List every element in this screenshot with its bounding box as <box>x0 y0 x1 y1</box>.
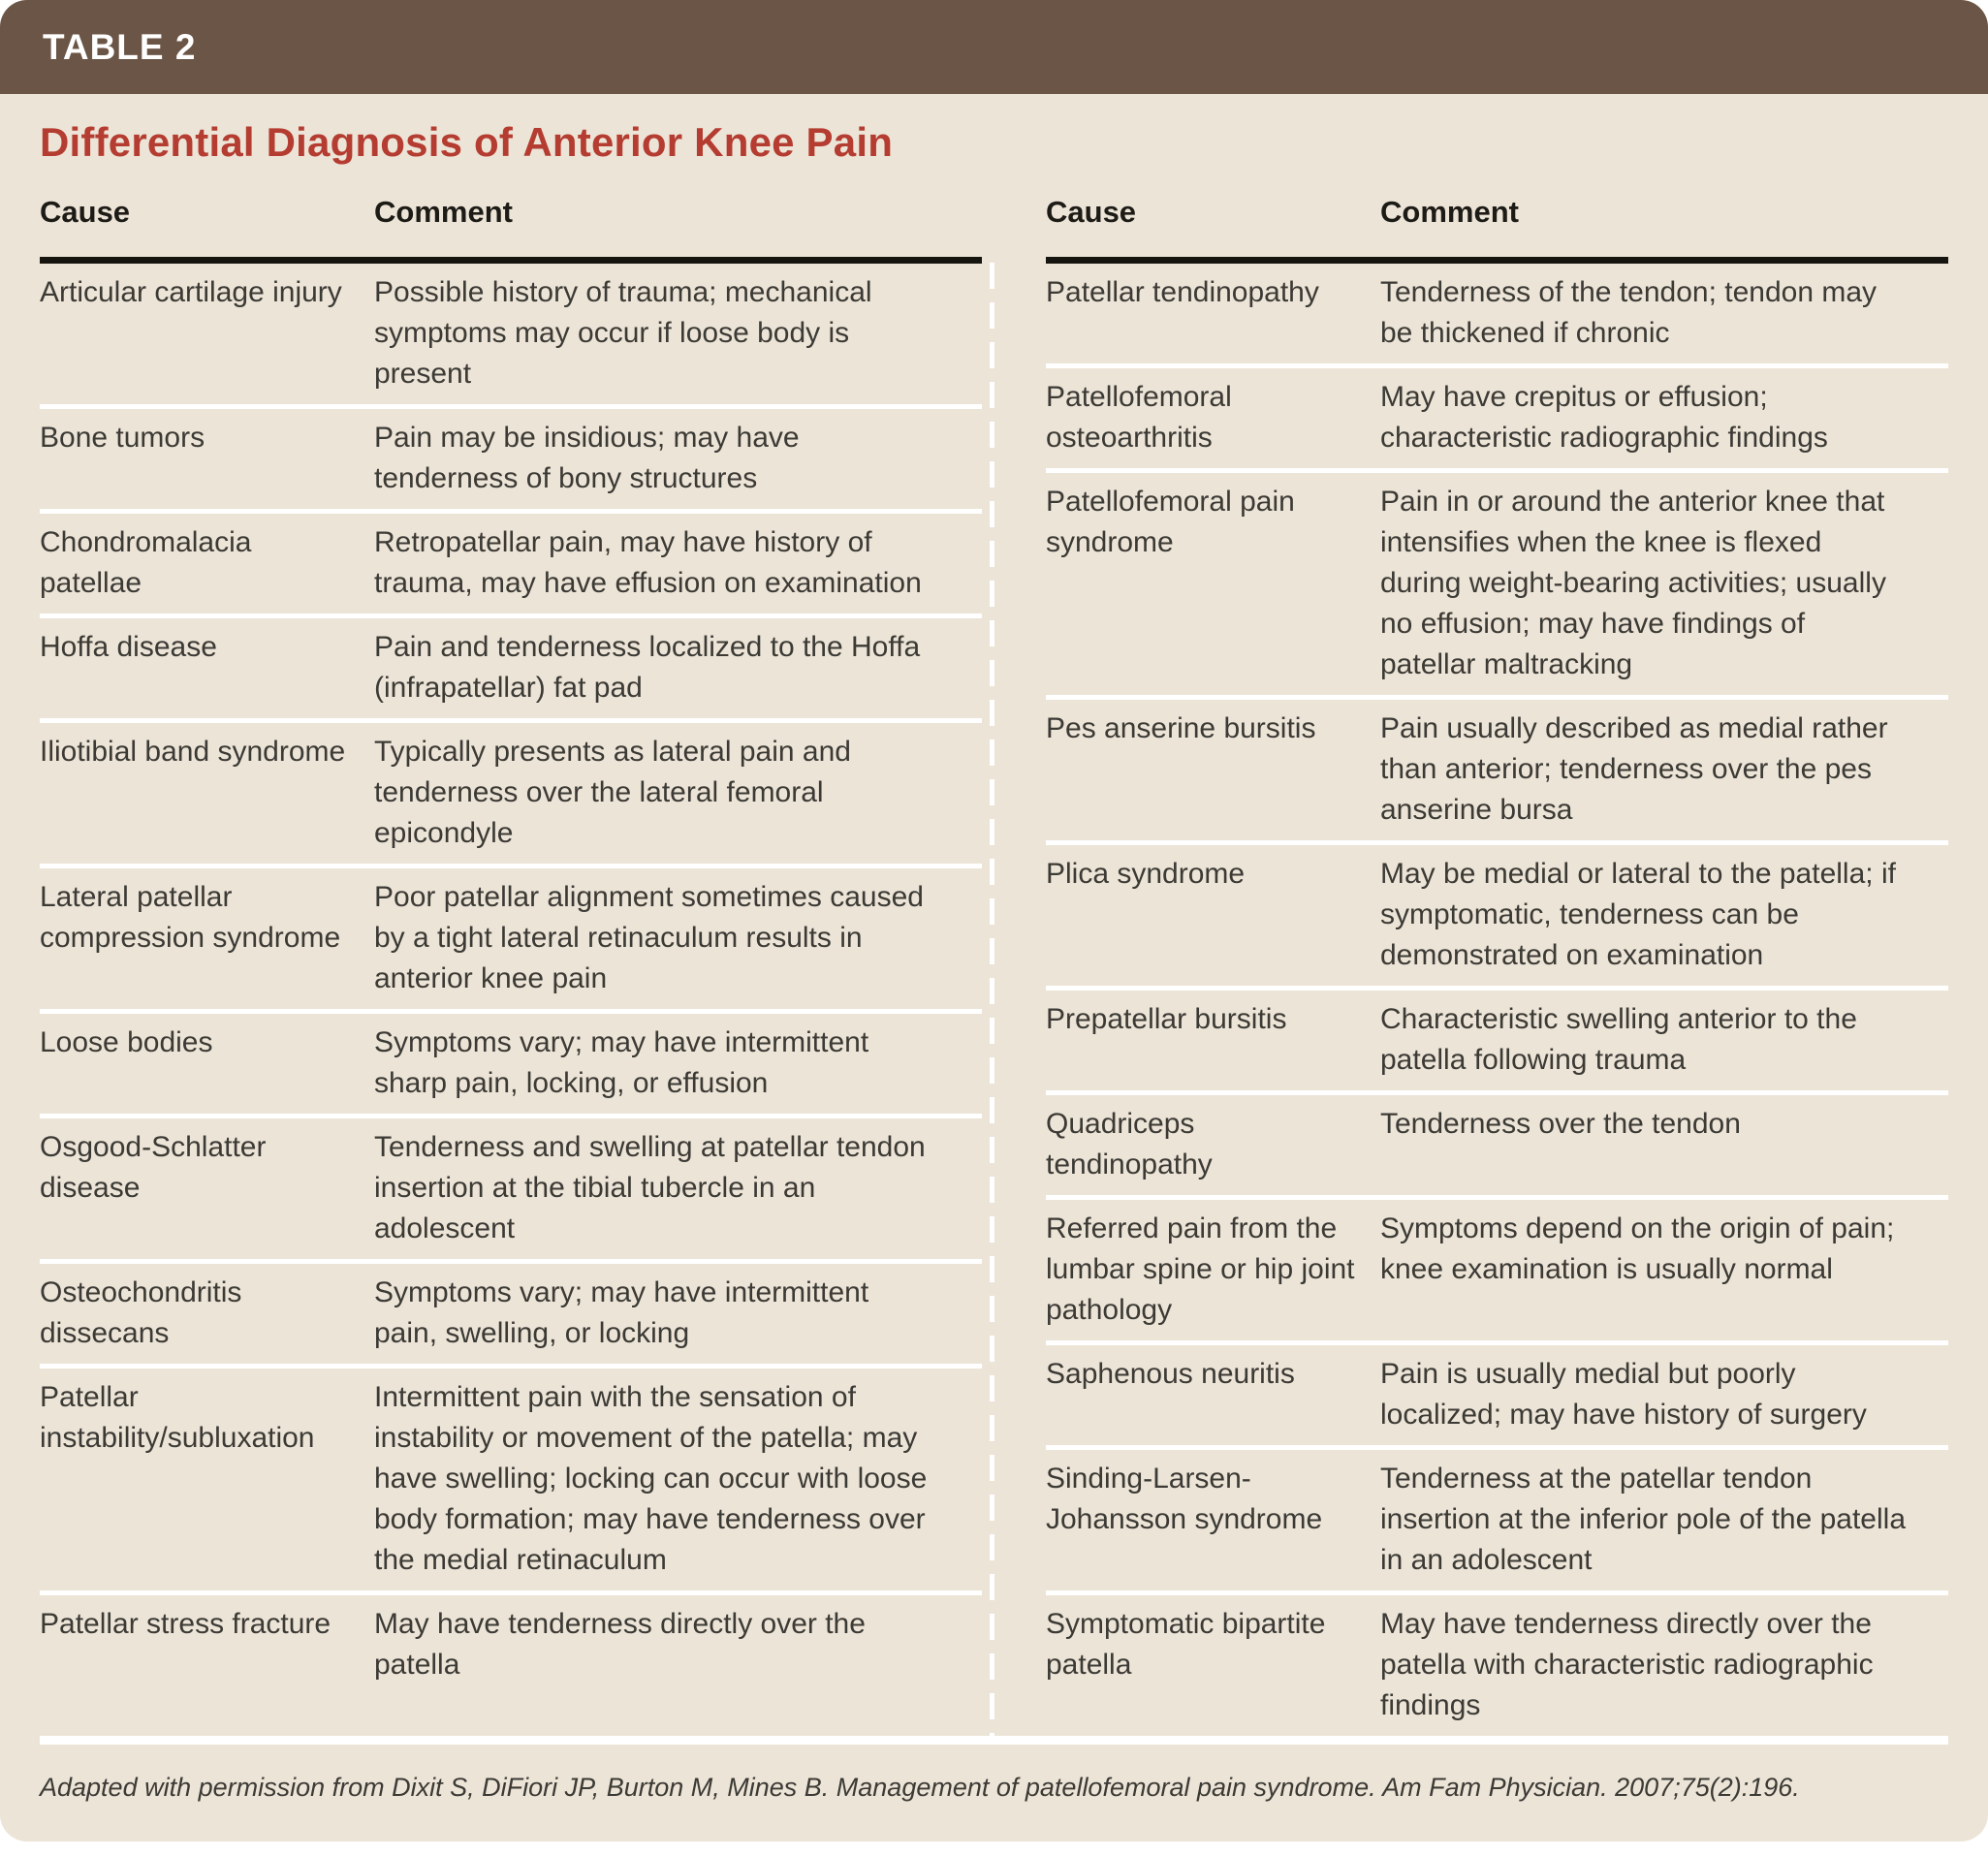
cause-cell: Symptomatic bipartite patella <box>1046 1608 1326 1681</box>
comment-cell: Pain and tenderness localized to the Hoffa (infrapatellar) fat pad <box>374 631 921 704</box>
table-row <box>1046 473 1948 700</box>
table-row <box>1046 264 1948 368</box>
cause-cell: Referred pain from the lumbar spine or hip joint pathology <box>1046 1212 1355 1326</box>
cause-column-header: Cause <box>1046 195 1137 229</box>
left-column-headers <box>40 195 982 257</box>
cause-cell: Sinding-Larsen-Johansson syndrome <box>1046 1463 1323 1535</box>
table-row <box>40 1014 982 1118</box>
table-tag-label: TABLE 2 <box>43 26 197 67</box>
table-row <box>40 868 982 1014</box>
comment-cell: Retropatellar pain, may have history of trauma, may have effusion on examination <box>374 526 922 599</box>
cause-cell: Patellar stress fracture <box>40 1608 331 1640</box>
table-row <box>40 409 982 514</box>
table-row <box>40 1264 982 1369</box>
right-column-group <box>1001 195 1948 1736</box>
comment-cell: Typically presents as lateral pain and tenderness over the lateral femoral epicondyle <box>374 736 851 849</box>
source-citation: Adapted with permission from Dixit S, DiFiori JP, Burton M, Mines B. Management of patellofemoral pain syndrome. Am Fam Physician. 2007;75(2):196. <box>40 1773 1800 1802</box>
cause-cell: Hoffa disease <box>40 631 217 663</box>
table-row <box>1046 845 1948 991</box>
table-row <box>1046 1345 1948 1450</box>
table-title: Differential Diagnosis of Anterior Knee Pain <box>40 119 894 165</box>
cause-cell: Lateral patellar compression syndrome <box>40 881 341 954</box>
comment-cell: Pain in or around the anterior knee that intensifies when the knee is flexed during weight-bearing activities; usually no effusion; may have findings of patellar maltracking <box>1380 486 1886 680</box>
table-row <box>1046 1095 1948 1200</box>
comment-cell: Poor patellar alignment sometimes caused by a tight lateral retinaculum results in anterior knee pain <box>374 881 924 994</box>
columns-wrap <box>40 195 1948 1736</box>
cause-cell: Plica syndrome <box>1046 858 1246 890</box>
cause-column-header: Cause <box>40 195 131 229</box>
footer-rule <box>40 1736 1948 1745</box>
table-row <box>40 1595 982 1695</box>
cause-cell: Saphenous neuritis <box>1046 1358 1295 1390</box>
comment-cell: Characteristic swelling anterior to the patella following trauma <box>1380 1003 1857 1076</box>
comment-cell: Pain is usually medial but poorly localized; may have history of surgery <box>1380 1358 1867 1431</box>
cause-cell: Osgood-Schlatter disease <box>40 1131 267 1204</box>
table-row <box>40 1369 982 1595</box>
cause-cell: Patellar instability/subluxation <box>40 1381 315 1454</box>
left-rows <box>40 257 982 1695</box>
comment-cell: Possible history of trauma; mechanical symptoms may occur if loose body is present <box>374 276 872 390</box>
comment-cell: Symptoms vary; may have intermittent pain, swelling, or locking <box>374 1276 869 1349</box>
comment-cell: Pain usually described as medial rather than anterior; tenderness over the pes anserine bursa <box>1380 712 1888 826</box>
comment-cell: Symptoms depend on the origin of pain; knee examination is usually normal <box>1380 1212 1895 1285</box>
right-rows <box>1046 257 1948 1736</box>
left-column-group <box>40 195 982 1736</box>
table-row <box>40 723 982 868</box>
cause-cell: Osteochondritis dissecans <box>40 1276 242 1349</box>
right-column-headers <box>1046 195 1948 257</box>
table-row <box>1046 991 1948 1095</box>
cause-cell: Patellofemoral pain syndrome <box>1046 486 1295 558</box>
cause-cell: Prepatellar bursitis <box>1046 1003 1287 1035</box>
table-tag-bar <box>0 0 1988 94</box>
comment-column-header: Comment <box>1380 195 1519 229</box>
comment-cell: Tenderness and swelling at patellar tendon insertion at the tibial tubercle in an adolescent <box>374 1131 926 1244</box>
cause-cell: Patellar tendinopathy <box>1046 276 1319 308</box>
cause-cell: Iliotibial band syndrome <box>40 736 346 768</box>
cause-cell: Bone tumors <box>40 422 205 454</box>
comment-cell: Symptoms vary; may have intermittent sharp pain, locking, or effusion <box>374 1026 869 1099</box>
table-row <box>40 264 982 409</box>
table-row <box>1046 1200 1948 1345</box>
comment-cell: Tenderness at the patellar tendon insertion at the inferior pole of the patella in an adolescent <box>1380 1463 1907 1576</box>
cause-cell: Pes anserine bursitis <box>1046 712 1316 744</box>
table-row <box>40 1118 982 1264</box>
comment-cell: May be medial or lateral to the patella; if symptomatic, tenderness can be demonstrated on examination <box>1380 858 1896 971</box>
comment-cell: May have tenderness directly over the patella <box>374 1608 866 1681</box>
table-row <box>40 514 982 618</box>
cause-cell: Patellofemoral osteoarthritis <box>1046 381 1232 454</box>
cause-cell: Loose bodies <box>40 1026 213 1058</box>
dashed-divider <box>982 195 1001 1736</box>
table-row <box>1046 368 1948 473</box>
comment-cell: Intermittent pain with the sensation of instability or movement of the patella; may have swelling; locking can occur with loose body formation; may have tenderness over the medial retinaculum <box>374 1381 928 1576</box>
table-row <box>1046 700 1948 845</box>
comment-column-header: Comment <box>374 195 513 229</box>
comment-cell: Pain may be insidious; may have tenderness of bony structures <box>374 422 800 494</box>
cause-cell: Chondromalacia patellae <box>40 526 252 599</box>
comment-cell: May have tenderness directly over the patella with characteristic radiographic findings <box>1380 1608 1874 1721</box>
table-row <box>1046 1595 1948 1736</box>
table-row <box>1046 1450 1948 1595</box>
cause-cell: Quadriceps tendinopathy <box>1046 1108 1213 1180</box>
cause-cell: Articular cartilage injury <box>40 276 342 308</box>
card-body <box>0 119 1988 1841</box>
comment-cell: Tenderness over the tendon <box>1380 1108 1741 1140</box>
comment-cell: May have crepitus or effusion; characteristic radiographic findings <box>1380 381 1828 454</box>
comment-cell: Tenderness of the tendon; tendon may be thickened if chronic <box>1380 276 1878 349</box>
table-row <box>40 618 982 723</box>
